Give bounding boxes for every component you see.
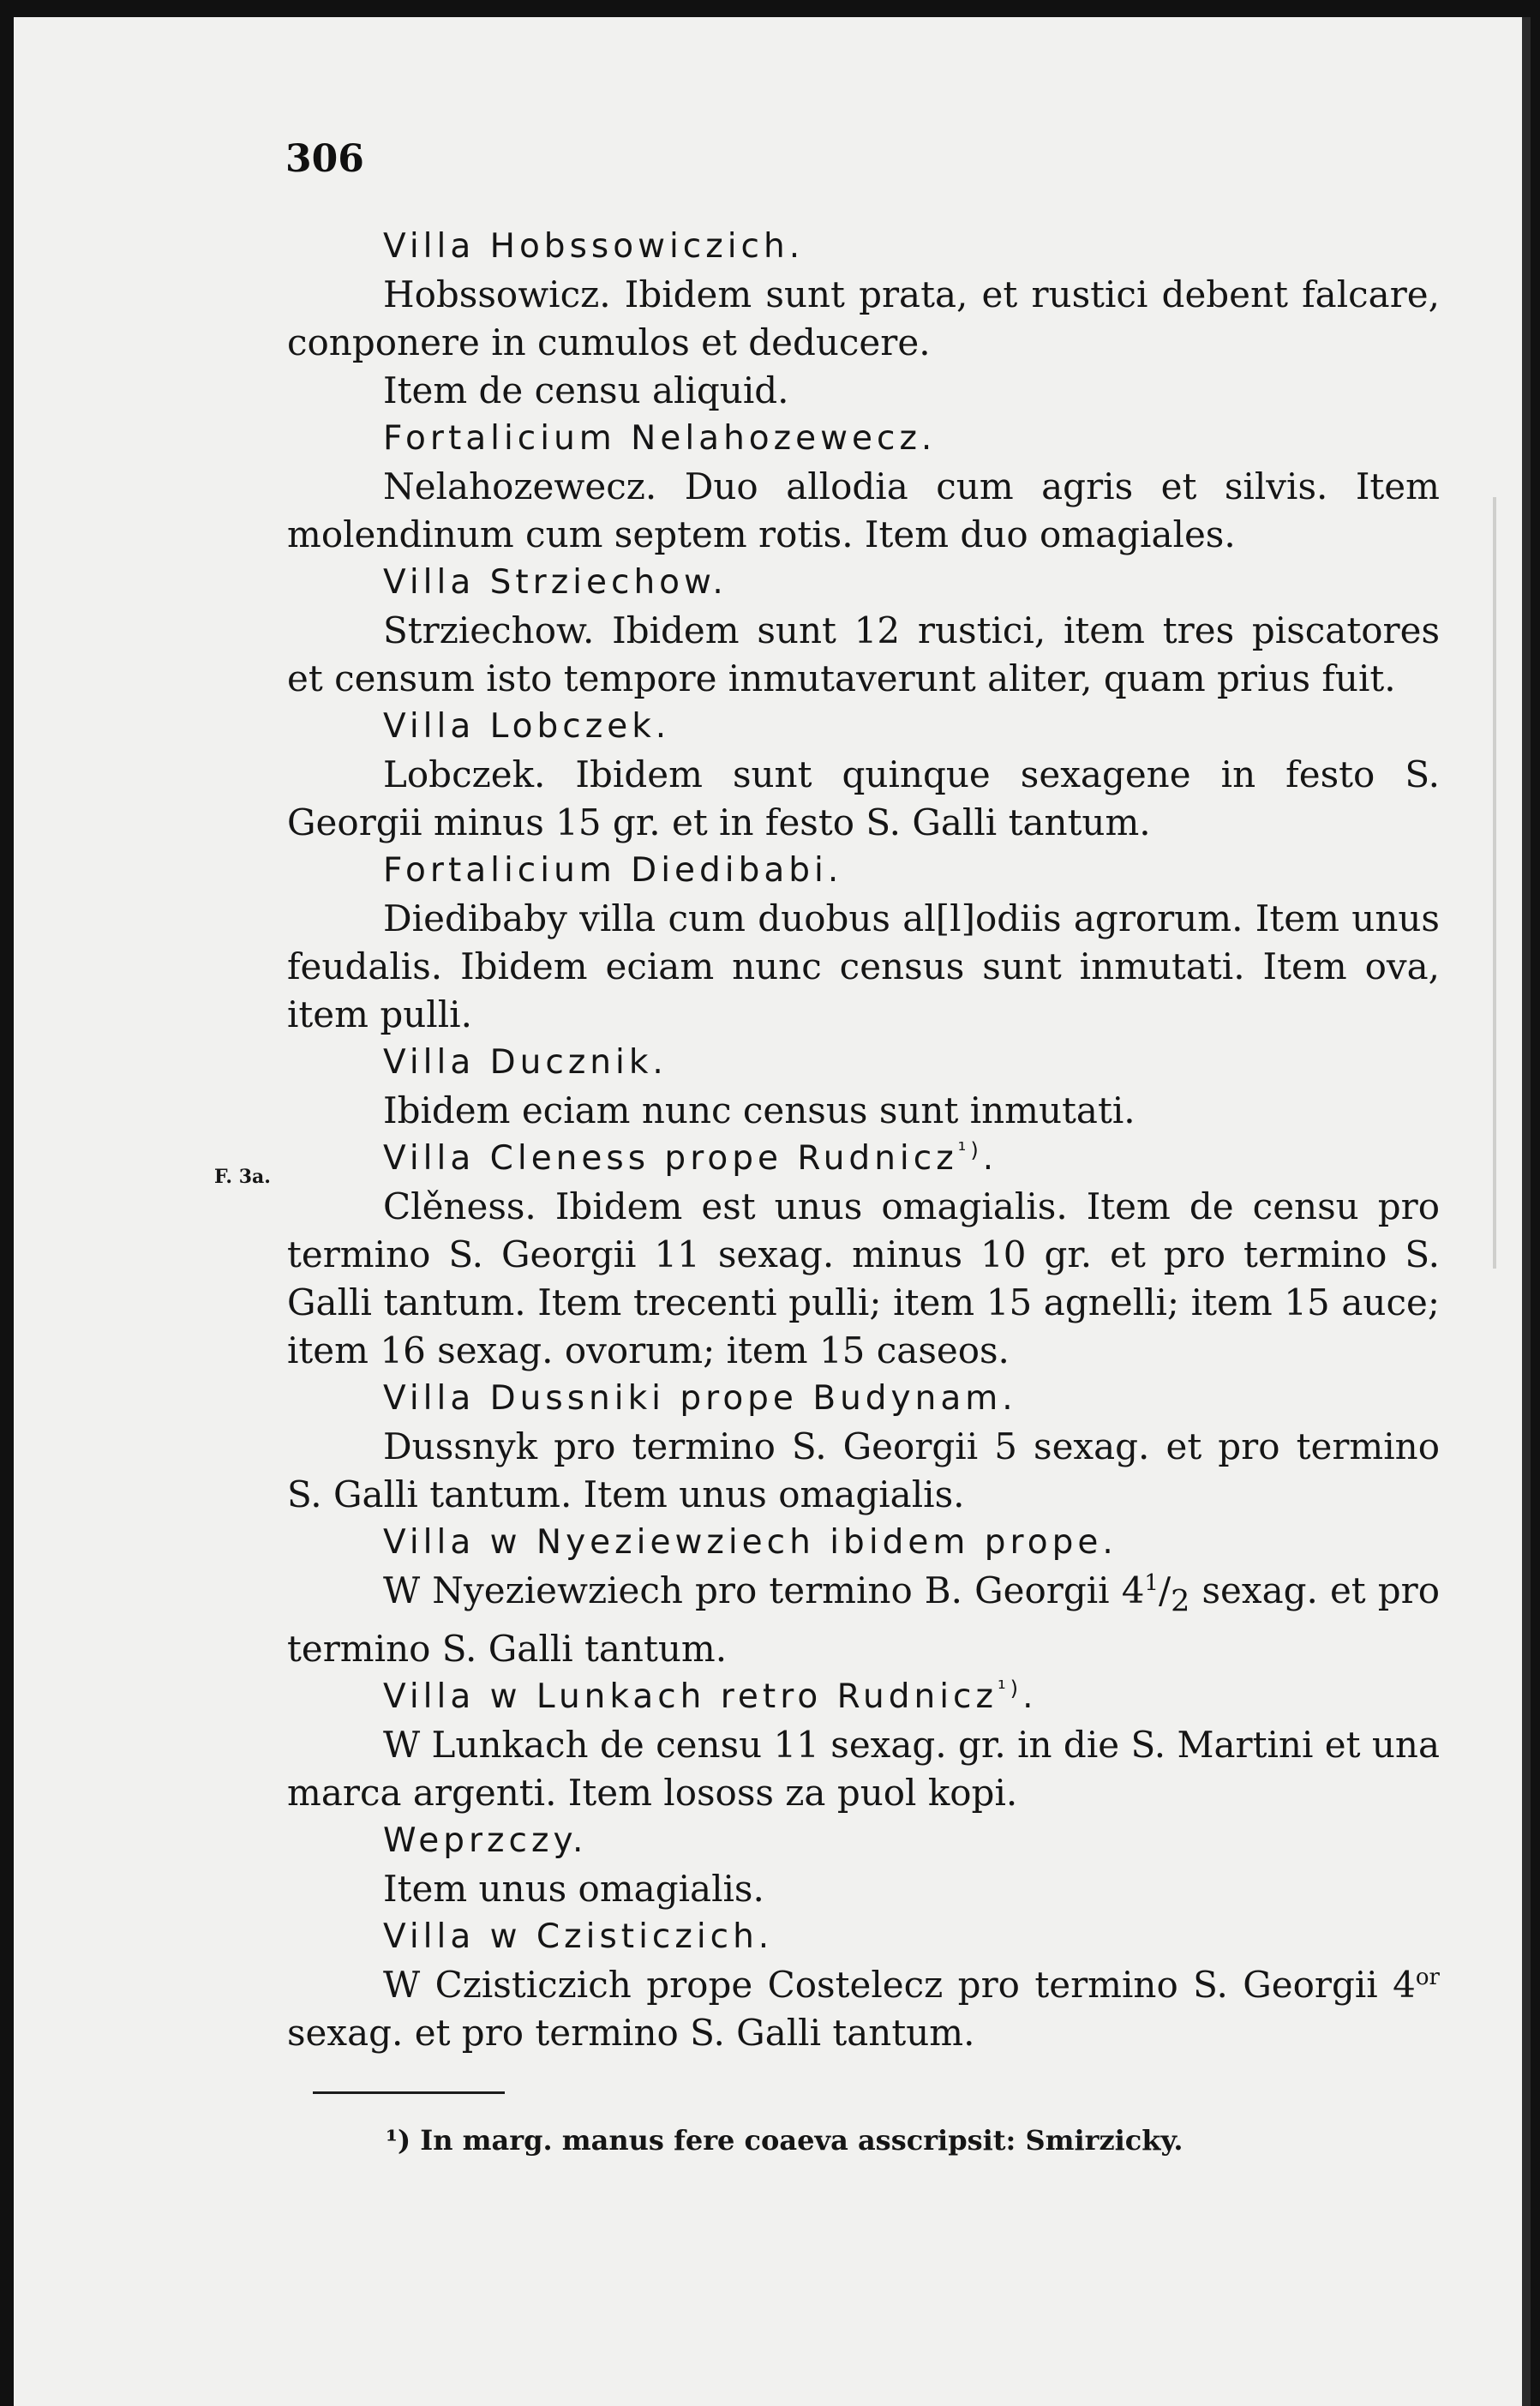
fraction-denominator: 2: [1171, 1584, 1190, 1619]
section-heading: Villa w Czisticzich.: [383, 1917, 774, 1957]
paragraph: Dussnyk pro termino S. Georgii 5 sexag. et pro termino S. Galli tantum. Item unus omagialis.: [287, 1425, 1440, 1515]
footnote-separator: [313, 2091, 505, 2094]
paragraph: [287, 1961, 1440, 2057]
paragraph: [287, 1567, 1440, 1673]
section-heading: Villa Ducznik.: [383, 1043, 668, 1082]
footnote-marker: ¹): [957, 1138, 983, 1162]
paragraph: Hobssowicz. Ibidem sunt prata, et rustici debent falcare, conponere in cumulos et deducere.: [287, 273, 1440, 363]
paragraph: Item de censu aliquid.: [383, 369, 789, 411]
main-text: [287, 223, 1440, 2057]
heading-punctuation: .: [982, 1139, 998, 1178]
section-heading: Villa Dussniki prope Budynam.: [383, 1379, 1017, 1418]
paragraph: Ibidem eciam nunc census sunt inmutati.: [383, 1089, 1136, 1131]
page-edge-shadow: [1493, 497, 1496, 1269]
heading-text: Villa w Lunkach retro Rudnicz: [383, 1677, 998, 1717]
fraction-slash: /: [1158, 1569, 1171, 1611]
paragraph: Item unus omagialis.: [383, 1868, 764, 1911]
paragraph: W Lunkach de censu 11 sexag. gr. in die S. Martini et una marca argenti. Item lososs za puol kopi.: [287, 1724, 1440, 1815]
paragraph: Nelahozewecz. Duo allodia cum agris et silvis. Item molendinum cum septem rotis. Item duo omagiales.: [287, 465, 1440, 555]
heading-text: Villa Cleness prope Rudnicz: [383, 1139, 958, 1178]
paragraph-text: sexag. et pro termino S. Galli tantum.: [287, 1569, 1441, 1671]
fraction-numerator: 1: [1144, 1570, 1159, 1596]
paragraph: Lobczek. Ibidem sunt quinque sexagene in festo S. Georgii minus 15 gr. et in festo S. Galli tantum.: [287, 753, 1440, 843]
page-number: 306: [285, 137, 364, 181]
paragraph: Strziechow. Ibidem sunt 12 rustici, item tres piscatores et censum isto tempore inmutaverunt aliter, quam prius fuit.: [287, 609, 1440, 699]
section-heading: Villa w Nyeziewziech ibidem prope.: [383, 1523, 1118, 1562]
heading-punctuation: .: [1022, 1677, 1038, 1717]
paragraph-text: W Nyeziewziech pro termino B. Georgii 4: [383, 1569, 1145, 1611]
paragraph-text: sexag. et pro termino S. Galli tantum.: [287, 2012, 975, 2055]
section-heading: Fortalicium Nelahozewecz.: [383, 419, 937, 458]
section-heading: Weprzczy.: [383, 1821, 588, 1861]
section-heading: Villa Strziechow.: [383, 563, 728, 602]
margin-folio-note: F. 3a.: [214, 1166, 271, 1188]
section-heading: [287, 1673, 1440, 1721]
paragraph: Diedibaby villa cum duobus al[l]odiis agrorum. Item unus feudalis. Ibidem eciam nunc census sunt inmutati. Item ova, item pulli.: [287, 897, 1440, 1035]
section-heading: Villa Lobczek.: [383, 707, 671, 746]
footnote: ¹) In marg. manus fere coaeva asscripsit: Smirzicky.: [386, 2124, 1183, 2157]
section-heading: [287, 1135, 1440, 1183]
section-heading: Villa Hobssowiczich.: [383, 227, 805, 266]
paragraph-text: W Czisticzich prope Costelecz pro termino S. Georgii 4: [383, 1964, 1416, 2007]
footnote-marker: ¹): [997, 1677, 1023, 1701]
ordinal-suffix: or: [1415, 1965, 1440, 1991]
paragraph: Clěness. Ibidem est unus omagialis. Item de censu pro termino S. Georgii 11 sexag. minus 10 gr. et pro termino S. Galli tantum. Item trecenti pulli; item 15 agnelli; item 15 auce; item 16 sexag. ovorum; item 15 caseos.: [287, 1185, 1440, 1371]
section-heading: Fortalicium Diedibabi.: [383, 851, 843, 890]
